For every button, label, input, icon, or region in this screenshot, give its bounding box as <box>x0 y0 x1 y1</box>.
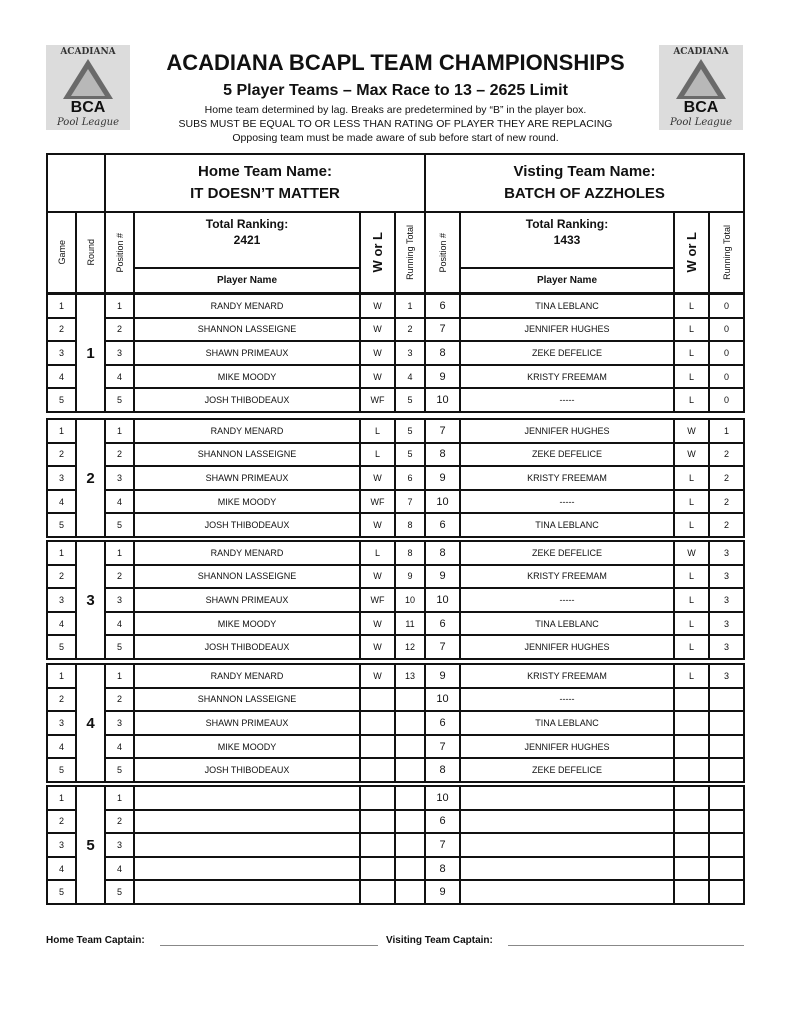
home-w-or-l-header <box>359 211 396 294</box>
home-player-name-cell[interactable]: SHANNON LASSEIGNE <box>133 687 361 713</box>
visiting-running-total-cell[interactable]: 3 <box>708 611 745 637</box>
home-running-total-cell[interactable]: 8 <box>394 512 426 538</box>
home-player-name-header <box>133 267 361 294</box>
game-cell: 2 <box>46 687 77 713</box>
visiting-w-or-l-header <box>673 211 710 294</box>
home-w-or-l-cell[interactable]: WF <box>359 587 396 613</box>
home-running-total-cell[interactable]: 10 <box>394 587 426 613</box>
visiting-w-or-l-cell[interactable] <box>673 856 710 882</box>
home-position-cell: 2 <box>104 317 135 343</box>
page-title: ACADIANA BCAPL TEAM CHAMPIONSHIPS <box>166 50 625 75</box>
visiting-w-or-l-cell[interactable] <box>673 710 710 736</box>
visiting-w-or-l-cell[interactable]: L <box>673 340 710 366</box>
visiting-w-or-l-cell[interactable] <box>673 879 710 905</box>
visiting-position-cell: 10 <box>424 687 461 713</box>
home-player-name-cell[interactable] <box>133 856 361 882</box>
visiting-player-name-cell[interactable]: TINA LEBLANC <box>459 710 675 736</box>
home-player-name-cell[interactable] <box>133 809 361 835</box>
visiting-position-cell: 9 <box>424 564 461 590</box>
visiting-w-or-l-cell[interactable] <box>673 832 710 858</box>
visiting-position-cell: 6 <box>424 512 461 538</box>
visiting-position-cell: 8 <box>424 340 461 366</box>
running-total-header-text: Running Total <box>721 225 732 280</box>
home-position-cell: 1 <box>104 418 135 444</box>
home-w-or-l-cell[interactable] <box>359 832 396 858</box>
visiting-w-or-l-cell[interactable]: L <box>673 512 710 538</box>
home-w-or-l-cell[interactable]: W <box>359 317 396 343</box>
game-column-header <box>46 211 77 294</box>
home-running-total-cell[interactable]: 11 <box>394 611 426 637</box>
logo-bca-text: BCA <box>70 99 106 116</box>
home-running-total-cell[interactable]: 9 <box>394 564 426 590</box>
game-cell: 3 <box>46 340 77 366</box>
home-w-or-l-cell[interactable] <box>359 710 396 736</box>
visiting-player-name-cell[interactable]: KRISTY FREEMAM <box>459 465 675 491</box>
visiting-player-name-cell[interactable]: ----- <box>459 587 675 613</box>
home-player-name-cell[interactable]: SHANNON LASSEIGNE <box>133 317 361 343</box>
round-number-cell: 3 <box>75 540 106 660</box>
visiting-position-cell: 7 <box>424 734 461 760</box>
home-running-total-cell[interactable] <box>394 809 426 835</box>
visiting-running-total-cell[interactable]: 3 <box>708 564 745 590</box>
home-position-cell: 1 <box>104 663 135 689</box>
game-cell: 5 <box>46 757 77 783</box>
visiting-running-total-cell[interactable]: 3 <box>708 540 745 566</box>
home-player-name-cell[interactable]: SHAWN PRIMEAUX <box>133 587 361 613</box>
home-player-name-cell[interactable] <box>133 832 361 858</box>
visiting-w-or-l-cell[interactable]: L <box>673 317 710 343</box>
visiting-player-name-cell[interactable] <box>459 856 675 882</box>
visiting-w-or-l-cell[interactable]: L <box>673 663 710 689</box>
home-running-total-cell[interactable] <box>394 734 426 760</box>
visiting-running-total-cell[interactable] <box>708 809 745 835</box>
home-position-cell: 1 <box>104 293 135 319</box>
visiting-player-name-cell[interactable] <box>459 879 675 905</box>
home-position-cell: 3 <box>104 832 135 858</box>
visiting-position-cell: 9 <box>424 364 461 390</box>
home-running-total-header <box>394 211 426 294</box>
home-player-name-cell[interactable]: MIKE MOODY <box>133 489 361 515</box>
round-header-text: Round <box>85 239 96 266</box>
w-or-l-header-text: W or L <box>684 232 699 273</box>
visiting-w-or-l-cell[interactable]: W <box>673 442 710 468</box>
player-name-header-text: Player Name <box>216 275 278 286</box>
game-cell: 3 <box>46 832 77 858</box>
visiting-captain-signature-line[interactable] <box>508 945 744 946</box>
home-player-name-cell[interactable]: SHAWN PRIMEAUX <box>133 465 361 491</box>
game-cell: 1 <box>46 418 77 444</box>
visiting-position-cell: 10 <box>424 785 461 811</box>
home-running-total-cell[interactable]: 5 <box>394 442 426 468</box>
home-position-cell: 5 <box>104 634 135 660</box>
home-w-or-l-cell[interactable] <box>359 856 396 882</box>
page-subtitle: 5 Player Teams – Max Race to 13 – 2625 Limit <box>223 82 568 99</box>
home-position-cell: 4 <box>104 489 135 515</box>
visiting-running-total-cell[interactable]: 0 <box>708 293 745 319</box>
game-cell: 5 <box>46 387 77 413</box>
visiting-player-name-cell[interactable]: ZEKE DEFELICE <box>459 442 675 468</box>
home-running-total-cell[interactable]: 5 <box>394 387 426 413</box>
visiting-w-or-l-cell[interactable]: L <box>673 364 710 390</box>
home-player-name-cell[interactable]: SHAWN PRIMEAUX <box>133 710 361 736</box>
game-cell: 2 <box>46 809 77 835</box>
game-cell: 1 <box>46 663 77 689</box>
home-position-cell: 1 <box>104 785 135 811</box>
visiting-running-total-cell[interactable]: 2 <box>708 489 745 515</box>
home-player-name-cell[interactable] <box>133 785 361 811</box>
home-position-cell: 3 <box>104 710 135 736</box>
home-ranking-label: Total Ranking: <box>205 217 289 231</box>
visiting-w-or-l-cell[interactable]: L <box>673 587 710 613</box>
home-w-or-l-cell[interactable] <box>359 734 396 760</box>
visiting-player-name-cell[interactable]: ZEKE DEFELICE <box>459 757 675 783</box>
home-position-cell: 2 <box>104 809 135 835</box>
home-running-total-cell[interactable] <box>394 879 426 905</box>
logo-balls <box>71 69 105 96</box>
visiting-ranking-cell <box>459 211 675 269</box>
visiting-running-total-cell[interactable] <box>708 757 745 783</box>
home-position-cell: 2 <box>104 687 135 713</box>
visiting-player-name-cell[interactable]: ----- <box>459 687 675 713</box>
visiting-player-name-cell[interactable]: ZEKE DEFELICE <box>459 540 675 566</box>
home-position-cell: 5 <box>104 757 135 783</box>
game-cell: 1 <box>46 785 77 811</box>
home-player-name-cell[interactable]: MIKE MOODY <box>133 364 361 390</box>
home-running-total-cell[interactable]: 12 <box>394 634 426 660</box>
visiting-position-cell: 6 <box>424 293 461 319</box>
player-name-header-text: Player Name <box>536 275 598 286</box>
home-w-or-l-cell[interactable] <box>359 785 396 811</box>
home-w-or-l-cell[interactable]: WF <box>359 489 396 515</box>
visiting-w-or-l-cell[interactable]: W <box>673 540 710 566</box>
visiting-position-cell: 7 <box>424 418 461 444</box>
game-cell: 4 <box>46 611 77 637</box>
rule-note: Home team determined by lag. Breaks are predetermined by “B” in the player box. <box>204 104 587 116</box>
visiting-w-or-l-cell[interactable]: L <box>673 611 710 637</box>
visiting-position-cell: 6 <box>424 611 461 637</box>
home-position-cell: 3 <box>104 587 135 613</box>
home-running-total-cell[interactable]: 13 <box>394 663 426 689</box>
visiting-position-header <box>424 211 461 294</box>
running-total-header-text: Running Total <box>405 225 415 280</box>
home-team-label: Home Team Name: <box>198 163 332 180</box>
visiting-player-name-header <box>459 267 675 294</box>
home-w-or-l-cell[interactable]: W <box>359 293 396 319</box>
home-running-total-cell[interactable]: 3 <box>394 340 426 366</box>
home-player-name-cell[interactable]: RANDY MENARD <box>133 663 361 689</box>
home-w-or-l-cell[interactable]: W <box>359 465 396 491</box>
visiting-position-cell: 9 <box>424 465 461 491</box>
visiting-player-name-cell[interactable]: TINA LEBLANC <box>459 611 675 637</box>
visiting-player-name-cell[interactable]: JENNIFER HUGHES <box>459 317 675 343</box>
visiting-ranking-label: Total Ranking: <box>525 217 609 231</box>
home-running-total-cell[interactable] <box>394 832 426 858</box>
home-player-name-cell[interactable] <box>133 879 361 905</box>
home-player-name-cell[interactable]: JOSH THIBODEAUX <box>133 757 361 783</box>
home-running-total-cell[interactable]: 7 <box>394 489 426 515</box>
w-or-l-header-text: W or L <box>370 232 385 273</box>
game-cell: 5 <box>46 512 77 538</box>
visiting-w-or-l-cell[interactable]: L <box>673 634 710 660</box>
home-w-or-l-cell[interactable] <box>359 757 396 783</box>
home-w-or-l-cell[interactable]: WF <box>359 387 396 413</box>
visiting-position-cell: 8 <box>424 540 461 566</box>
logo-bca-text: BCA <box>683 99 719 116</box>
game-cell: 3 <box>46 465 77 491</box>
visiting-running-total-cell[interactable]: 2 <box>708 465 745 491</box>
home-running-total-cell[interactable]: 8 <box>394 540 426 566</box>
visiting-position-cell: 7 <box>424 832 461 858</box>
visiting-w-or-l-cell[interactable] <box>673 687 710 713</box>
game-cell: 2 <box>46 317 77 343</box>
visiting-player-name-cell[interactable] <box>459 832 675 858</box>
visiting-captain-label: Visiting Team Captain: <box>386 935 493 946</box>
game-cell: 4 <box>46 734 77 760</box>
visiting-w-or-l-cell[interactable]: L <box>673 465 710 491</box>
visiting-position-cell: 6 <box>424 710 461 736</box>
home-running-total-cell[interactable]: 5 <box>394 418 426 444</box>
visiting-player-name-cell[interactable] <box>459 809 675 835</box>
visiting-team-header <box>424 153 745 213</box>
visiting-position-cell: 6 <box>424 809 461 835</box>
home-running-total-cell[interactable]: 4 <box>394 364 426 390</box>
home-position-cell: 5 <box>104 512 135 538</box>
game-header-text: Game <box>56 240 67 265</box>
visiting-running-total-header <box>708 211 745 294</box>
home-w-or-l-cell[interactable]: W <box>359 611 396 637</box>
home-player-name-cell[interactable]: MIKE MOODY <box>133 611 361 637</box>
visiting-running-total-cell[interactable]: 2 <box>708 512 745 538</box>
home-position-cell: 5 <box>104 879 135 905</box>
rule-note: SUBS MUST BE EQUAL TO OR LESS THAN RATING OF PLAYER THEY ARE REPLACING <box>178 118 613 130</box>
visiting-position-cell: 10 <box>424 587 461 613</box>
visiting-running-total-cell[interactable] <box>708 734 745 760</box>
game-cell: 5 <box>46 634 77 660</box>
visiting-position-cell: 8 <box>424 757 461 783</box>
home-w-or-l-cell[interactable] <box>359 809 396 835</box>
visiting-running-total-cell[interactable] <box>708 879 745 905</box>
home-player-name-cell[interactable]: JOSH THIBODEAUX <box>133 512 361 538</box>
visiting-w-or-l-cell[interactable] <box>673 734 710 760</box>
visiting-player-name-cell[interactable]: JENNIFER HUGHES <box>459 634 675 660</box>
home-captain-signature-line[interactable] <box>160 945 378 946</box>
visiting-running-total-cell[interactable]: 3 <box>708 634 745 660</box>
home-running-total-cell[interactable] <box>394 687 426 713</box>
visiting-running-total-cell[interactable]: 0 <box>708 340 745 366</box>
home-w-or-l-cell[interactable]: L <box>359 418 396 444</box>
home-w-or-l-cell[interactable]: L <box>359 442 396 468</box>
logo-arc-text: ACADIANA <box>673 47 729 57</box>
game-cell: 2 <box>46 564 77 590</box>
visiting-position-cell: 10 <box>424 387 461 413</box>
visiting-player-name-cell[interactable]: KRISTY FREEMAM <box>459 564 675 590</box>
home-position-cell: 2 <box>104 564 135 590</box>
home-w-or-l-cell[interactable]: L <box>359 540 396 566</box>
visiting-position-cell: 7 <box>424 317 461 343</box>
home-player-name-cell[interactable]: MIKE MOODY <box>133 734 361 760</box>
visiting-team-name: BATCH OF AZZHOLES <box>504 185 665 202</box>
home-captain-label: Home Team Captain: <box>46 935 145 946</box>
home-running-total-cell[interactable]: 2 <box>394 317 426 343</box>
home-player-name-cell[interactable]: JOSH THIBODEAUX <box>133 634 361 660</box>
visiting-running-total-cell[interactable] <box>708 856 745 882</box>
visiting-w-or-l-cell[interactable]: W <box>673 418 710 444</box>
visiting-player-name-cell[interactable]: ZEKE DEFELICE <box>459 340 675 366</box>
position-header-text: Position # <box>114 232 125 273</box>
home-position-cell: 1 <box>104 540 135 566</box>
home-w-or-l-cell[interactable] <box>359 879 396 905</box>
visiting-w-or-l-cell[interactable]: L <box>673 293 710 319</box>
home-running-total-cell[interactable] <box>394 856 426 882</box>
home-w-or-l-cell[interactable] <box>359 687 396 713</box>
home-position-cell: 4 <box>104 734 135 760</box>
home-w-or-l-cell[interactable]: W <box>359 634 396 660</box>
home-ranking-value: 2421 <box>233 233 261 247</box>
visiting-position-cell: 8 <box>424 442 461 468</box>
home-w-or-l-cell[interactable]: W <box>359 663 396 689</box>
position-header-text: Position # <box>437 232 448 273</box>
home-player-name-cell[interactable]: SHANNON LASSEIGNE <box>133 564 361 590</box>
home-position-cell: 3 <box>104 465 135 491</box>
rule-note: Opposing team must be made aware of sub before start of new round. <box>232 132 559 144</box>
round-number-cell: 4 <box>75 663 106 783</box>
game-cell: 3 <box>46 587 77 613</box>
visiting-position-cell: 7 <box>424 634 461 660</box>
visiting-player-name-cell[interactable]: TINA LEBLANC <box>459 512 675 538</box>
visiting-w-or-l-cell[interactable] <box>673 757 710 783</box>
home-w-or-l-cell[interactable]: W <box>359 512 396 538</box>
logo-pool-text: Pool League <box>56 117 120 128</box>
visiting-running-total-cell[interactable] <box>708 832 745 858</box>
home-running-total-cell[interactable] <box>394 785 426 811</box>
corner-blank-cell <box>46 153 106 213</box>
home-player-name-cell[interactable]: RANDY MENARD <box>133 540 361 566</box>
home-w-or-l-cell[interactable]: W <box>359 564 396 590</box>
visiting-player-name-cell[interactable]: ----- <box>459 387 675 413</box>
game-cell: 4 <box>46 364 77 390</box>
visiting-w-or-l-cell[interactable] <box>673 785 710 811</box>
round-number-cell: 1 <box>75 293 106 413</box>
logo-pool-text: Pool League <box>669 117 733 128</box>
visiting-w-or-l-cell[interactable] <box>673 809 710 835</box>
home-position-cell: 4 <box>104 364 135 390</box>
home-team-header <box>104 153 426 213</box>
game-cell: 1 <box>46 540 77 566</box>
visiting-w-or-l-cell[interactable]: L <box>673 489 710 515</box>
visiting-team-label: Visting Team Name: <box>513 163 656 180</box>
visiting-player-name-cell[interactable]: ----- <box>459 489 675 515</box>
game-cell: 3 <box>46 710 77 736</box>
home-player-name-cell[interactable]: RANDY MENARD <box>133 293 361 319</box>
visiting-ranking-value: 1433 <box>553 233 581 247</box>
game-cell: 5 <box>46 879 77 905</box>
visiting-position-cell: 8 <box>424 856 461 882</box>
home-position-cell: 4 <box>104 856 135 882</box>
home-running-total-cell[interactable] <box>394 710 426 736</box>
visiting-running-total-cell[interactable] <box>708 710 745 736</box>
visiting-running-total-cell[interactable]: 3 <box>708 587 745 613</box>
visiting-running-total-cell[interactable] <box>708 687 745 713</box>
visiting-position-cell: 10 <box>424 489 461 515</box>
home-team-name: IT DOESN’T MATTER <box>190 185 340 202</box>
home-running-total-cell[interactable] <box>394 757 426 783</box>
home-position-header <box>104 211 135 294</box>
home-w-or-l-cell[interactable]: W <box>359 364 396 390</box>
round-number-cell: 2 <box>75 418 106 538</box>
home-w-or-l-cell[interactable]: W <box>359 340 396 366</box>
visiting-position-cell: 9 <box>424 879 461 905</box>
home-position-cell: 4 <box>104 611 135 637</box>
home-player-name-cell[interactable]: RANDY MENARD <box>133 418 361 444</box>
logo-balls <box>684 69 718 96</box>
home-position-cell: 2 <box>104 442 135 468</box>
visiting-w-or-l-cell[interactable]: L <box>673 387 710 413</box>
game-cell: 4 <box>46 489 77 515</box>
visiting-running-total-cell[interactable]: 2 <box>708 442 745 468</box>
home-player-name-cell[interactable]: SHANNON LASSEIGNE <box>133 442 361 468</box>
visiting-running-total-cell[interactable]: 0 <box>708 364 745 390</box>
round-number-cell: 5 <box>75 785 106 905</box>
game-cell: 4 <box>46 856 77 882</box>
home-position-cell: 5 <box>104 387 135 413</box>
game-cell: 1 <box>46 293 77 319</box>
logo-arc-text: ACADIANA <box>60 47 116 57</box>
visiting-running-total-cell[interactable]: 0 <box>708 317 745 343</box>
visiting-running-total-cell[interactable]: 3 <box>708 663 745 689</box>
visiting-w-or-l-cell[interactable]: L <box>673 564 710 590</box>
home-player-name-cell[interactable]: SHAWN PRIMEAUX <box>133 340 361 366</box>
home-running-total-cell[interactable]: 6 <box>394 465 426 491</box>
visiting-player-name-cell[interactable]: TINA LEBLANC <box>459 293 675 319</box>
visiting-running-total-cell[interactable]: 0 <box>708 387 745 413</box>
home-position-cell: 3 <box>104 340 135 366</box>
visiting-player-name-cell[interactable]: KRISTY FREEMAM <box>459 364 675 390</box>
visiting-player-name-cell[interactable] <box>459 785 675 811</box>
visiting-player-name-cell[interactable]: JENNIFER HUGHES <box>459 418 675 444</box>
bca-logo-left <box>46 45 130 130</box>
visiting-player-name-cell[interactable]: KRISTY FREEMAM <box>459 663 675 689</box>
bca-logo-right <box>659 45 743 130</box>
game-cell: 2 <box>46 442 77 468</box>
visiting-player-name-cell[interactable]: JENNIFER HUGHES <box>459 734 675 760</box>
visiting-position-cell: 9 <box>424 663 461 689</box>
home-player-name-cell[interactable]: JOSH THIBODEAUX <box>133 387 361 413</box>
visiting-running-total-cell[interactable]: 1 <box>708 418 745 444</box>
visiting-running-total-cell[interactable] <box>708 785 745 811</box>
home-running-total-cell[interactable]: 1 <box>394 293 426 319</box>
round-column-header <box>75 211 106 294</box>
home-ranking-cell <box>133 211 361 269</box>
